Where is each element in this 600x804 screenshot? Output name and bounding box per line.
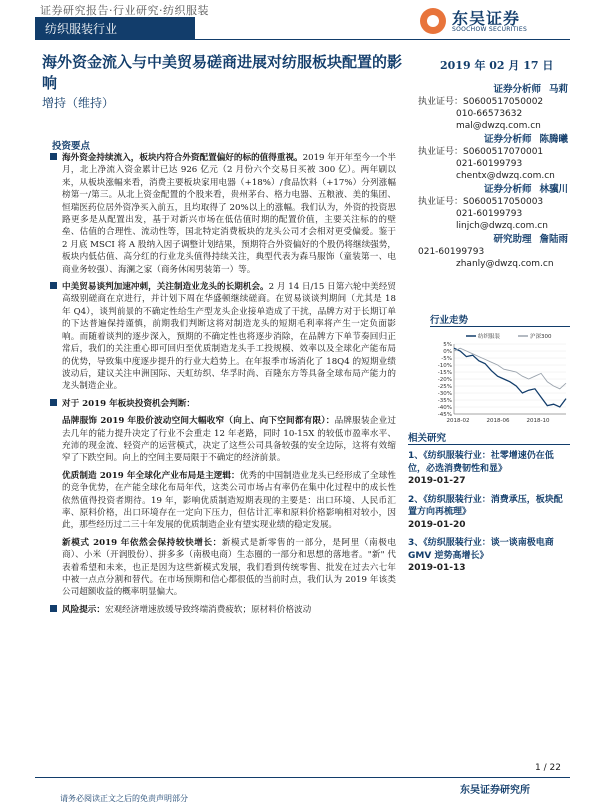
related-item-title[interactable]: 3、《纺织服装行业：谈一谈南极电商 GMV 逆势高增长》 [408, 538, 554, 561]
related-divider [408, 444, 570, 445]
y-tick-label: -30% [437, 391, 452, 397]
risk-lead: 风险提示： [62, 604, 105, 615]
x-tick-label: 2018-06 [486, 418, 510, 424]
sector-label: 纺织服装行业 [45, 22, 118, 36]
related-item-title[interactable]: 1、《纺织服装行业：社零增速仍在低位，必选消费韧性和显》 [408, 451, 554, 474]
analyst-role [418, 134, 568, 146]
x-tick-label: 2018-02 [446, 418, 470, 424]
paragraph-trade-talks [52, 281, 396, 393]
analyst-role [418, 234, 568, 246]
analyst-block [418, 234, 568, 270]
footer-brand: 东吴证券研究所 [460, 785, 530, 796]
analyst-role [418, 184, 568, 196]
analyst-contact: 执业证号：S0600517050002 [418, 97, 544, 107]
report-date: 2019 年 02 月 17 日 [440, 59, 554, 72]
brand-logo [420, 6, 570, 36]
logo-en: SOOCHOW SECURITIES [452, 26, 528, 33]
analyst-contact: 021-60199793 [418, 247, 485, 257]
analyst-contact[interactable]: mal@dwzq.com.cn [456, 121, 541, 131]
y-tick-label: -35% [437, 398, 452, 404]
trend-title: 行业走势 [430, 315, 469, 326]
paragraph-2019-outlook [52, 398, 396, 410]
analyst-role-label: 证券分析师 [483, 184, 532, 195]
legend-label: 沪深300 [530, 334, 552, 340]
related-item[interactable] [408, 450, 570, 488]
analyst-contact: 021-60199793 [456, 209, 523, 219]
page-number: 1 / 22 [535, 763, 561, 773]
analyst-panel [418, 84, 568, 272]
disclaimer-note: 请务必阅读正文之后的免责声明部分 [60, 794, 188, 803]
sub-lead: 优质制造 2019 年全球化产业布局是主逻辑： [62, 470, 240, 481]
paragraph-text: 2 月 14 日/15 日第六轮中美经贸高级别磋商在京进行，并计划下周在华盛顿继续磋商。在贸易谈谈判期间（尤其是 18 年 Q4），谈判前景的不确定性给生产型龙头企业接单造成了干扰，品牌方对于长期订单的下达普遍保持谨慎，前期我们判断这将对制造龙头的短期毛利率将产生一定负面影响。而随着谈判的逐步深入，预期的不确定性也将逐步消除，在品牌方下单节奏回归正常后，我们的关注重心即可回归至优质制造龙头手工投规模、效率以及全球化产能布局的优势，导致集中度逐步提升的行业大趋势上。在年报季市场消化了 18Q4 的短期业绩波动后，建议关注申洲国际、天虹纺织、华孚时尚、百隆东方等具备全球布局产能力的龙头制造企业。 [62, 282, 396, 392]
paragraph-lead: 中美贸易谈判加速冲刺，关注制造业龙头的长期机会。 [62, 282, 269, 293]
sub-text: 品牌服装企业过去几年的能力提升决定了行业不会重走 12 年老路，同时 10-15X 的较低市盈率水平、充沛的现金流、轻资产的运营模式，决定了这些公司具备较强的安全边际，这将有效缩窄了下跌空间。向上的空间主要局限于不确定的经济前景。 [62, 416, 396, 464]
analyst-role [418, 84, 568, 96]
bullet-icon [50, 605, 57, 612]
analyst-contact: 执业证号：S0600517070001 [418, 147, 544, 157]
y-tick-label: -45% [437, 412, 452, 418]
related-list [408, 450, 570, 581]
y-tick-label: -15% [437, 370, 452, 376]
y-tick-label: -25% [437, 384, 452, 390]
related-item-date: 2019-01-13 [408, 563, 466, 573]
y-tick-label: -20% [437, 377, 452, 383]
paragraph-lead: 海外资金持续流入，板块内符合外资配置偏好的标的值得重视。 [62, 153, 303, 163]
sub-new-model [52, 537, 396, 599]
related-item[interactable] [408, 537, 570, 575]
related-item[interactable] [408, 494, 570, 532]
related-title: 相关研究 [408, 433, 447, 444]
paragraph-risk [52, 604, 396, 616]
related-item-title[interactable]: 2、《纺织服装行业：消费承压，板块配置方向再梳理》 [408, 494, 563, 517]
industry-trend-chart [430, 330, 570, 430]
sub-lead: 新模式 2019 年依然会保持较快增长： [62, 537, 222, 548]
sub-text: 新模式是新零售的一部分，是阿里（南极电商）、小米（开润股份）、拼多多（南极电商）生态圈的一部分和思想的落地者。"新" 代表着希望和未来，也正是因为这些新模式发展，我们看到传统零售、批发在过去六七年中被一点点分割和替代。在市场预期和信心都很低的当前时点，我们认为 2019 年该类公司超额收益的概率明显偏大。 [62, 537, 396, 598]
sector-banner [35, 17, 195, 39]
y-tick-label: -10% [437, 363, 452, 369]
sub-manufacturing [52, 470, 396, 532]
analyst-contact: 执业证号：S0600517050003 [418, 197, 544, 207]
logo-mark-icon [420, 8, 446, 34]
body-column [52, 152, 396, 621]
report-title: 海外资金流入与中美贸易磋商进展对纺服板块配置的影响 [42, 53, 403, 92]
paragraph-foreign-inflow [52, 152, 396, 276]
analyst-contact[interactable]: zhanly@dwzq.com.cn [456, 259, 554, 269]
paragraph-lead: 对于 2019 年板块投资机会判断： [62, 398, 196, 409]
analyst-name: 詹陆雨 [539, 234, 568, 245]
analyst-name: 陈腾曦 [539, 134, 568, 145]
risk-text: 宏观经济增速放缓导致终端消费疲软；原材料价格波动 [104, 604, 312, 615]
logo-cn: 东吴证券 [452, 9, 521, 28]
analyst-role-label: 研究助理 [493, 234, 532, 245]
trend-divider [430, 326, 570, 327]
analyst-contact: 010-66573632 [456, 109, 523, 119]
analyst-block [418, 184, 568, 232]
analyst-block [418, 84, 568, 132]
footer-divider [35, 777, 570, 778]
report-category: 证券研究报告·行业研究·纺织服装 [40, 4, 209, 17]
bullet-icon [50, 282, 57, 289]
related-item-date: 2019-01-27 [408, 476, 466, 486]
analyst-name: 林骥川 [539, 184, 568, 195]
sub-branded-apparel [52, 415, 396, 465]
rating: 增持（维持） [42, 96, 115, 110]
y-tick-label: -40% [437, 405, 452, 411]
paragraph-text: 2019 年开年至今一个半月，北上净流入资金累计已达 926 亿元（2 月份六个交易日买被 300 亿）。两年刷以来，从板块涨幅来看，消费主要板块家用电器（+18%）/食品饮料（+17%）分列涨幅榜第一/第三。从北上资金配置的个股来看，贵州茅台、格力电器、五粮液、美的集团、恒瑞医药位居外资净买入前五，且均取得了 20%以上的涨幅。我们认为，外资的投资思路更多是从配置出发，基于对新兴市场在低估值时期的配置价值，主要关注标的的壁垒、估值的合理性、流动性等，国北特定消费板块的龙头公司才会相对更受偏爱。鉴于 2 月底 MSCI 将 A 股纳入因子调整计划结果，预期符合外资偏好的个股仍将继续强势，板块内低估值、高分红的行业龙头值得持续关注，典型代表为森马服饰（童装第一、电商业务较强）、海澜之家（商务休闲男装第一）等。 [62, 153, 396, 275]
sub-text: 优秀的中国制造业龙头已经形成了全球性的竞争优势，在产能全球化布局年代，这类公司市场占有率仍在集中化过程中的成长性依然值得投资者期待。19 年，影响优质制造短期表现的主要是：出口环境、人民币汇率、原料价格，出口环境存在一定向下压力，但估计汇率和原料价格影响相对较小，因此，那些经历过二三十年发展的优质制造企业有望实现业绩的稳定发展。 [62, 470, 396, 531]
series-line-0 [454, 348, 566, 407]
sub-lead: 品牌服饰 2019 年股价波动空间大幅收窄（向上、向下空间都有限）： [62, 416, 335, 427]
series-line-1 [454, 348, 566, 389]
analyst-contact: 021-60199793 [456, 159, 523, 169]
legend-label: 纺织服装 [478, 334, 501, 340]
x-tick-label: 2018-10 [526, 418, 550, 424]
analyst-name: 马莉 [548, 84, 568, 95]
bullet-icon [50, 399, 57, 406]
y-tick-label: 0% [443, 349, 452, 355]
analyst-contact[interactable]: linjch@dwzq.com.cn [456, 221, 548, 231]
bullet-icon [50, 153, 57, 160]
header-divider [35, 39, 570, 40]
related-item-date: 2019-01-20 [408, 519, 466, 530]
analyst-block [418, 134, 568, 182]
analyst-role-label: 证券分析师 [493, 84, 541, 95]
highlights-title: 投资要点 [52, 141, 91, 152]
y-tick-label: -5% [441, 356, 452, 362]
y-tick-label: 5% [443, 342, 452, 348]
analyst-role-label: 证券分析师 [483, 134, 532, 145]
analyst-contact[interactable]: chentx@dwzq.com.cn [456, 171, 555, 181]
